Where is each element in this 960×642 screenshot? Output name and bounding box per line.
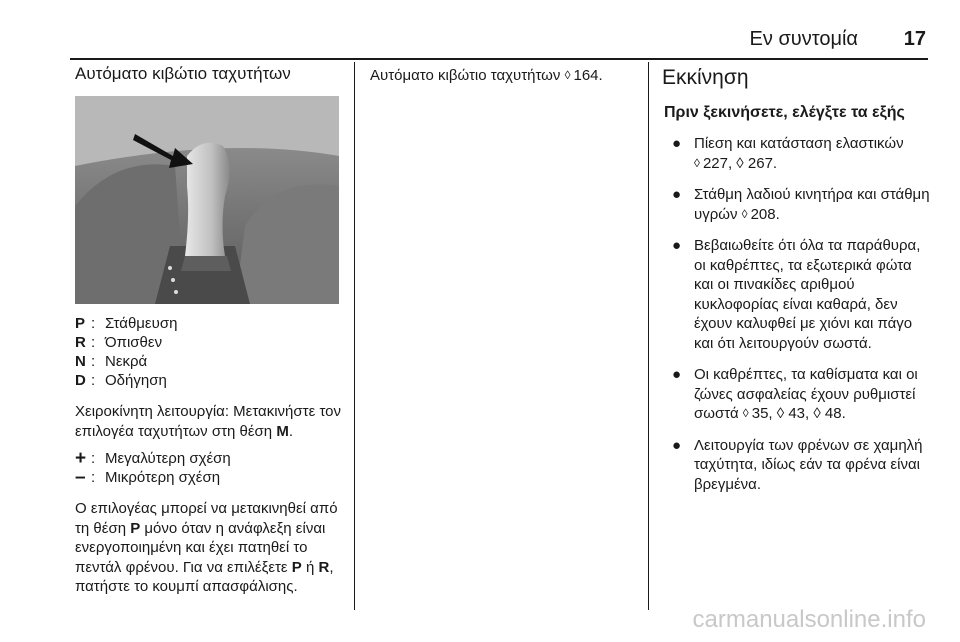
bullet-icon: ●: [672, 186, 682, 203]
manual-bold: M: [276, 422, 289, 440]
list-item: [664, 436, 934, 495]
legend-key: N: [75, 353, 86, 370]
manual-mode-paragraph: [75, 402, 343, 441]
cross-reference: [370, 66, 640, 86]
list-item: [664, 185, 934, 224]
section-heading: Εκκίνηση: [662, 66, 749, 89]
middle-column: [370, 62, 640, 86]
legend-key: P: [75, 315, 86, 332]
page-header: [70, 22, 928, 54]
bullet-text: Πίεση και κατάσταση ελαστικών: [694, 135, 904, 152]
list-item: [664, 134, 934, 173]
header-rule: [70, 58, 928, 60]
legend-colon: :: [91, 334, 96, 351]
checklist-heading: Πριν ξεκινήσετε, ελέγξτε τα εξής: [664, 104, 905, 121]
legend-text: Μεγαλύτερη σχέση: [105, 450, 231, 467]
manual-end: .: [288, 422, 293, 440]
plus-minus-legend: [75, 449, 343, 487]
manual-text: Χειροκίνητη λειτουργία: Μετακινήστε τον επιλογέα ταχυτήτων στη θέση: [75, 403, 341, 440]
para-bold: P: [291, 558, 302, 576]
legend-colon: :: [91, 372, 96, 389]
bullet-refs: 35, ◊ 43, ◊ 48.: [751, 405, 846, 422]
para-text: ή: [301, 558, 319, 576]
para-text: Ο επιλογέας μπορεί να μετακινηθεί από τη θέση: [75, 500, 338, 537]
bullet-text: Στάθμη λαδιού κινητήρα και στάθμη υγρών: [694, 186, 930, 223]
minus-icon: –: [75, 467, 86, 488]
bullet-text: Λειτουργία των φρένων σε χαμηλή ταχύτητα, ιδίως εάν τα φρένα είναι βρεγμένα.: [694, 436, 923, 493]
ref-text: Αυτόματο κιβώτιο ταχυτήτων: [370, 67, 565, 84]
bullet-icon: ●: [672, 237, 682, 254]
list-item: [664, 365, 934, 424]
legend-colon: :: [91, 469, 96, 486]
para-bold: P: [130, 519, 141, 537]
legend-text: Οδήγηση: [105, 372, 167, 389]
gear-selector-photo: [75, 96, 339, 304]
bullet-text: Βεβαιωθείτε ότι όλα τα παράθυρα, οι καθρέπτες, τα εξωτερικά φώτα και οι πινακίδες αριθμού κυκλοφορίας είναι καθαρά, δεν έχουν καλυφθεί με χιόνι και πάγο και ότι λειτουργούν σωστά.: [694, 237, 921, 352]
bullet-text: Οι καθρέπτες, τα καθίσματα και οι ζώνες ασφαλείας έχουν ρυθμιστεί σωστά: [694, 366, 918, 422]
legend-row: [75, 314, 343, 333]
section-title: Εν συντομία: [749, 28, 858, 50]
bullet-refs: 227, ◊ 267.: [702, 154, 778, 172]
legend-text: Νεκρά: [105, 353, 148, 370]
legend-colon: :: [91, 315, 96, 332]
gear-legend: [75, 314, 343, 390]
page-ref-arrow-icon: ◊: [564, 68, 571, 82]
ref-page: 164.: [573, 67, 603, 84]
legend-text: Στάθμευση: [105, 315, 178, 332]
legend-row: [75, 352, 343, 371]
legend-text: Όπισθεν: [105, 334, 163, 351]
bullet-icon: ●: [672, 135, 682, 152]
page-ref-arrow-icon: ◊: [694, 155, 700, 170]
para-bold: R: [318, 558, 330, 576]
left-heading: Αυτόματο κιβώτιο ταχυτήτων: [75, 64, 291, 83]
left-column: [75, 62, 343, 597]
bullet-refs: 208.: [750, 205, 780, 223]
bullet-icon: ●: [672, 436, 682, 454]
legend-key: R: [75, 334, 86, 351]
legend-row: [75, 333, 343, 352]
legend-colon: :: [91, 450, 96, 467]
column-divider-1: [354, 62, 355, 610]
para-text: μόνο όταν η ανάφλεξη είναι ενεργοποιημένη και έχει πατηθεί το πεντάλ φρένου. Για να επιλέξετε: [75, 519, 326, 576]
para-text: , πατήστε το κουμπί απασφάλισης.: [75, 558, 334, 595]
legend-key: D: [75, 372, 86, 389]
legend-text: Μικρότερη σχέση: [105, 469, 221, 486]
page-ref-arrow-icon: ◊: [741, 206, 748, 221]
bullet-icon: ●: [672, 366, 682, 383]
list-item: [664, 236, 934, 353]
page-number: 17: [903, 28, 926, 50]
column-divider-2: [648, 62, 649, 610]
legend-row: [75, 449, 343, 468]
plus-icon: +: [75, 448, 87, 469]
legend-row: [75, 468, 343, 487]
legend-row: [75, 371, 343, 390]
right-column: [664, 62, 934, 506]
watermark: carmanualsonline.info: [692, 606, 926, 633]
selector-paragraph: [75, 499, 343, 597]
legend-colon: :: [91, 353, 96, 370]
page-ref-arrow-icon: ◊: [742, 406, 749, 420]
